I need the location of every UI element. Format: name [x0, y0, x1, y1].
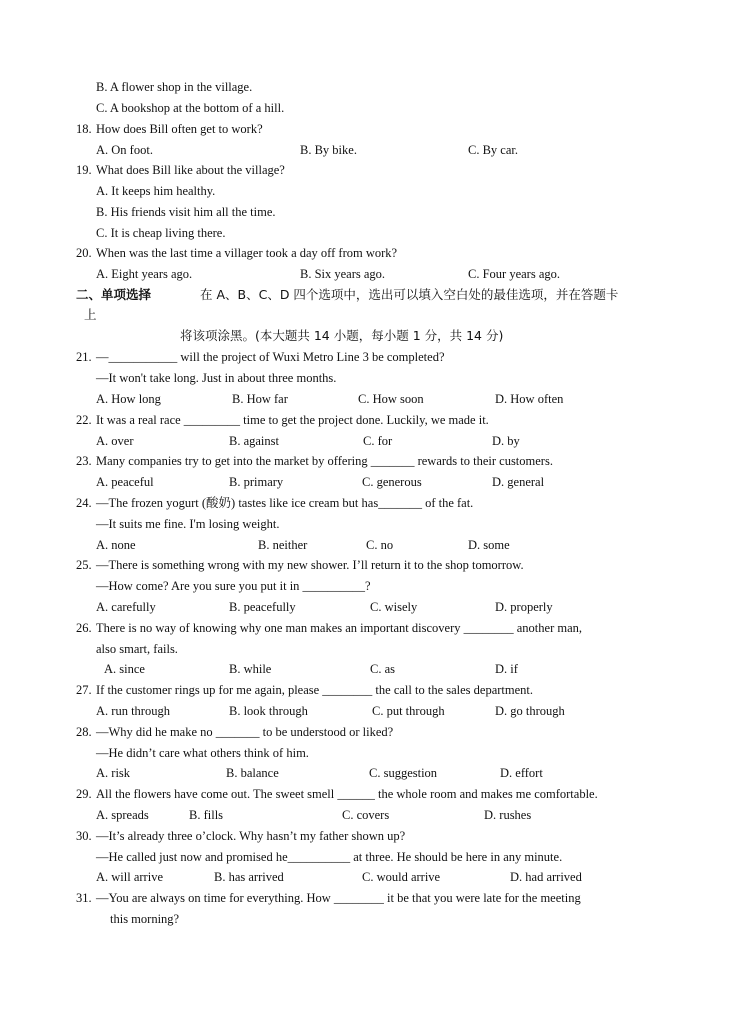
section-instruction: 在 A、B、C、D 四个选项中，选出可以填入空白处的最佳选项，并在答题卡 [200, 287, 619, 302]
option-d: D. had arrived [510, 870, 582, 884]
option-b: B. against [229, 434, 279, 448]
question-response: —He called just now and promised he__________ at three. He should be here in any minute. [96, 850, 563, 864]
question-number: 29. [76, 787, 92, 801]
question-number: 27. [76, 683, 92, 697]
question-stem: It was a real race _________ time to get the project done. Luckily, we made it. [96, 413, 489, 427]
question-stem: —It’s already three o’clock. Why hasn’t my father shown up? [96, 829, 406, 843]
option-a: A. carefully [96, 600, 156, 614]
question-number: 19. [76, 163, 92, 177]
option-d: D. go through [495, 704, 565, 718]
option-b: B. Six years ago. [300, 267, 386, 281]
question-stem: All the flowers have come out. The sweet smell ______ the whole room and makes me comfortable. [96, 787, 598, 801]
option-d: D. rushes [484, 808, 532, 822]
option-b: B. while [229, 662, 272, 676]
question-number: 20. [76, 246, 92, 260]
question-number: 23. [76, 454, 92, 468]
question-stem: How does Bill often get to work? [96, 122, 263, 136]
option-a: A. since [104, 662, 145, 676]
option-b: B. look through [229, 704, 308, 718]
question-stem: What does Bill like about the village? [96, 163, 285, 177]
option-a: A. On foot. [96, 143, 153, 157]
option-a: A. none [96, 538, 136, 552]
question-stem: If the customer rings up for me again, please ________ the call to the sales department. [96, 683, 534, 697]
option-c: C. How soon [358, 392, 424, 406]
question-stem: —You are always on time for everything. How ________ it be that you were late for the meeting [96, 891, 581, 905]
section-instruction-2: 将该项涂黑。(本大题共 14 小题，每小题 1 分，共 14 分) [180, 328, 504, 343]
question-stem-continued: also smart, fails. [96, 642, 178, 656]
question-number: 22. [76, 413, 92, 427]
question-number: 25. [76, 558, 92, 572]
option-c: C. By car. [468, 143, 518, 157]
question-number: 30. [76, 829, 92, 843]
option-b: B. has arrived [214, 870, 284, 884]
option-c: C. for [363, 434, 393, 448]
option-b: B. peacefully [229, 600, 296, 614]
question-stem: When was the last time a villager took a day off from work? [96, 246, 398, 260]
option-d: D. if [495, 662, 518, 676]
section-title: 二、单项选择 [76, 287, 152, 302]
option-d: D. general [492, 475, 545, 489]
option-c: C. Four years ago. [468, 267, 560, 281]
option-a: A. peaceful [96, 475, 154, 489]
option-d: D. How often [495, 392, 564, 406]
option-c: C. It is cheap living there. [96, 226, 226, 240]
option-a: A. over [96, 434, 134, 448]
question-stem: There is no way of knowing why one man makes an important discovery ________ another man, [96, 621, 582, 635]
option-b: B. neither [258, 538, 308, 552]
question-number: 28. [76, 725, 92, 739]
option-c: C. put through [372, 704, 445, 718]
option-d: D. by [492, 434, 520, 448]
q17-option-c: C. A bookshop at the bottom of a hill. [96, 101, 285, 115]
option-c: C. suggestion [369, 766, 438, 780]
option-c: C. generous [362, 475, 422, 489]
question-stem: —There is something wrong with my new shower. I’ll return it to the shop tomorrow. [96, 558, 524, 572]
option-d: D. some [468, 538, 510, 552]
question-response: —It won't take long. Just in about three months. [96, 371, 337, 385]
option-c: C. would arrive [362, 870, 441, 884]
option-a: A. run through [96, 704, 170, 718]
option-d: D. properly [495, 600, 553, 614]
option-d: D. effort [500, 766, 543, 780]
option-b: B. fills [189, 808, 224, 822]
option-a: A. spreads [96, 808, 149, 822]
option-c: C. wisely [370, 600, 418, 614]
question-number: 31. [76, 891, 92, 905]
question-stem: —___________ will the project of Wuxi Metro Line 3 be completed? [96, 350, 445, 364]
question-number: 24. [76, 496, 92, 510]
option-a: A. will arrive [96, 870, 163, 884]
question-response: —It suits me fine. I'm losing weight. [96, 517, 280, 531]
question-number: 21. [76, 350, 92, 364]
option-a: A. Eight years ago. [96, 267, 193, 281]
question-stem-continued: this morning? [110, 912, 180, 926]
question-stem: Many companies try to get into the market by offering _______ rewards to their customers. [96, 454, 553, 468]
option-a: A. How long [96, 392, 161, 406]
question-stem: —The frozen yogurt (酸奶) tastes like ice cream but has_______ of the fat. [96, 496, 474, 510]
option-a: A. It keeps him healthy. [96, 184, 216, 198]
section-instruction-wrap: 上 [84, 307, 97, 322]
option-b: B. His friends visit him all the time. [96, 205, 276, 219]
option-b: B. By bike. [300, 143, 357, 157]
question-number: 26. [76, 621, 92, 635]
option-b: B. balance [226, 766, 279, 780]
option-a: A. risk [96, 766, 131, 780]
question-response: —How come? Are you sure you put it in __________? [96, 579, 371, 593]
question-number: 18. [76, 122, 92, 136]
option-b: B. primary [229, 475, 284, 489]
q17-option-b: B. A flower shop in the village. [96, 80, 253, 94]
question-stem: —Why did he make no _______ to be understood or liked? [96, 725, 394, 739]
option-c: C. as [370, 662, 395, 676]
option-c: C. no [366, 538, 394, 552]
option-b: B. How far [232, 392, 288, 406]
option-c: C. covers [342, 808, 390, 822]
question-response: —He didn’t care what others think of him. [96, 746, 309, 760]
